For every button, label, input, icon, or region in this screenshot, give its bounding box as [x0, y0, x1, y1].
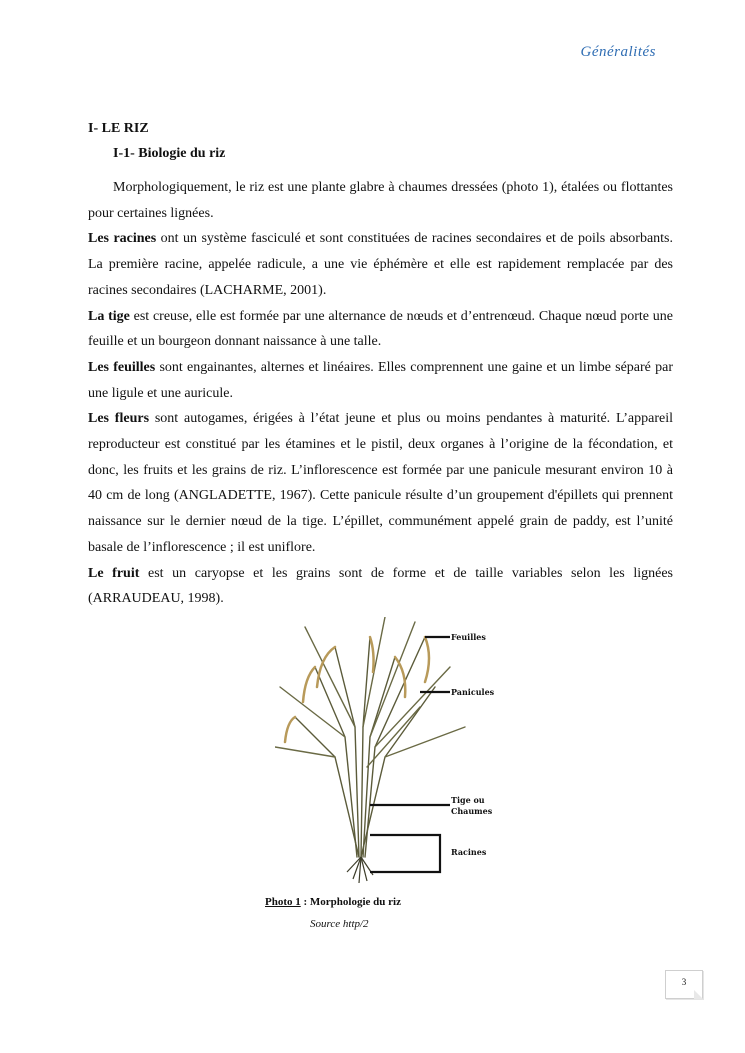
figure-caption — [265, 896, 401, 908]
caption-text: : Morphologie du riz — [300, 896, 401, 908]
caption-label: Photo 1 — [265, 896, 301, 908]
text-fruit: est un caryopse et les grains sont de forme et de taille variables selon les lignées (ARRAUDEAU, 1998). — [88, 565, 674, 607]
text-tige: est creuse, elle est formée par une alternance de nœuds et d’entrenœud. Chaque nœud porte une feuille et un bourgeon donnant naissance à une talle. — [88, 308, 673, 350]
heading-level-1: I- LE RIZ — [88, 121, 149, 136]
rice-plant-illustration — [275, 617, 505, 887]
section-header-title: Généralités — [580, 44, 656, 60]
heading-level-2: I-1- Biologie du riz — [113, 146, 226, 161]
term-fleurs: Les fleurs — [88, 411, 150, 427]
body-text — [88, 175, 673, 612]
page-number: 3 — [681, 977, 687, 987]
paragraph-fleurs — [88, 406, 673, 560]
label-tige-line2: Chaumes — [451, 806, 493, 816]
label-feuilles: Feuilles — [451, 632, 486, 642]
term-fruit: Le fruit — [88, 565, 140, 581]
text-racines: ont un système fasciculé et sont constituées de racines secondaires et de poils absorbants. La première racine, appelée radicule, a une vie éphémère et elle est rapidement remplacée par des racines secondaires (LACHARME, 2001). — [88, 231, 674, 298]
term-feuilles: Les feuilles — [88, 359, 156, 375]
figure-source: Source http/2 — [310, 918, 369, 930]
label-tige-line1: Tige ou — [451, 795, 485, 805]
label-panicules: Panicules — [451, 687, 495, 697]
paragraph-feuilles — [88, 355, 673, 406]
paragraph-tige — [88, 304, 673, 355]
paragraph-fruit — [88, 561, 673, 612]
paragraph-racines — [88, 226, 673, 303]
term-tige: La tige — [88, 308, 130, 324]
text-feuilles: sont engainantes, alternes et linéaires. Elles comprennent une gaine et un limbe séparé par une ligule et une auricule. — [88, 359, 673, 401]
page-number-box — [665, 970, 703, 999]
term-racines: Les racines — [88, 231, 157, 247]
rice-plant-figure — [275, 617, 505, 887]
label-racines: Racines — [451, 847, 487, 857]
text-fleurs: sont autogames, érigées à l’état jeune et plus ou moins pendantes à maturité. L’appareil reproducteur est constitué par les étamines et le pistil, deux organes à l’origine de la fécondation, et donc, les fruits et les grains de riz. L’inflorescence est formée par une panicule mesurant environ 10 à 40 cm de long (ANGLADETTE, 1967). Cette panicule résulte d’un groupement d'épillets qui prennent naissance sur le dernier nœud de la tige. L’épillet, communément appelé grain de paddy, est l’unité basale de l’inflorescence ; il est uniflore. — [88, 411, 673, 555]
paragraph-intro: Morphologiquement, le riz est une plante glabre à chaumes dressées (photo 1), étalées ou flottantes pour certaines lignées. — [88, 180, 673, 221]
